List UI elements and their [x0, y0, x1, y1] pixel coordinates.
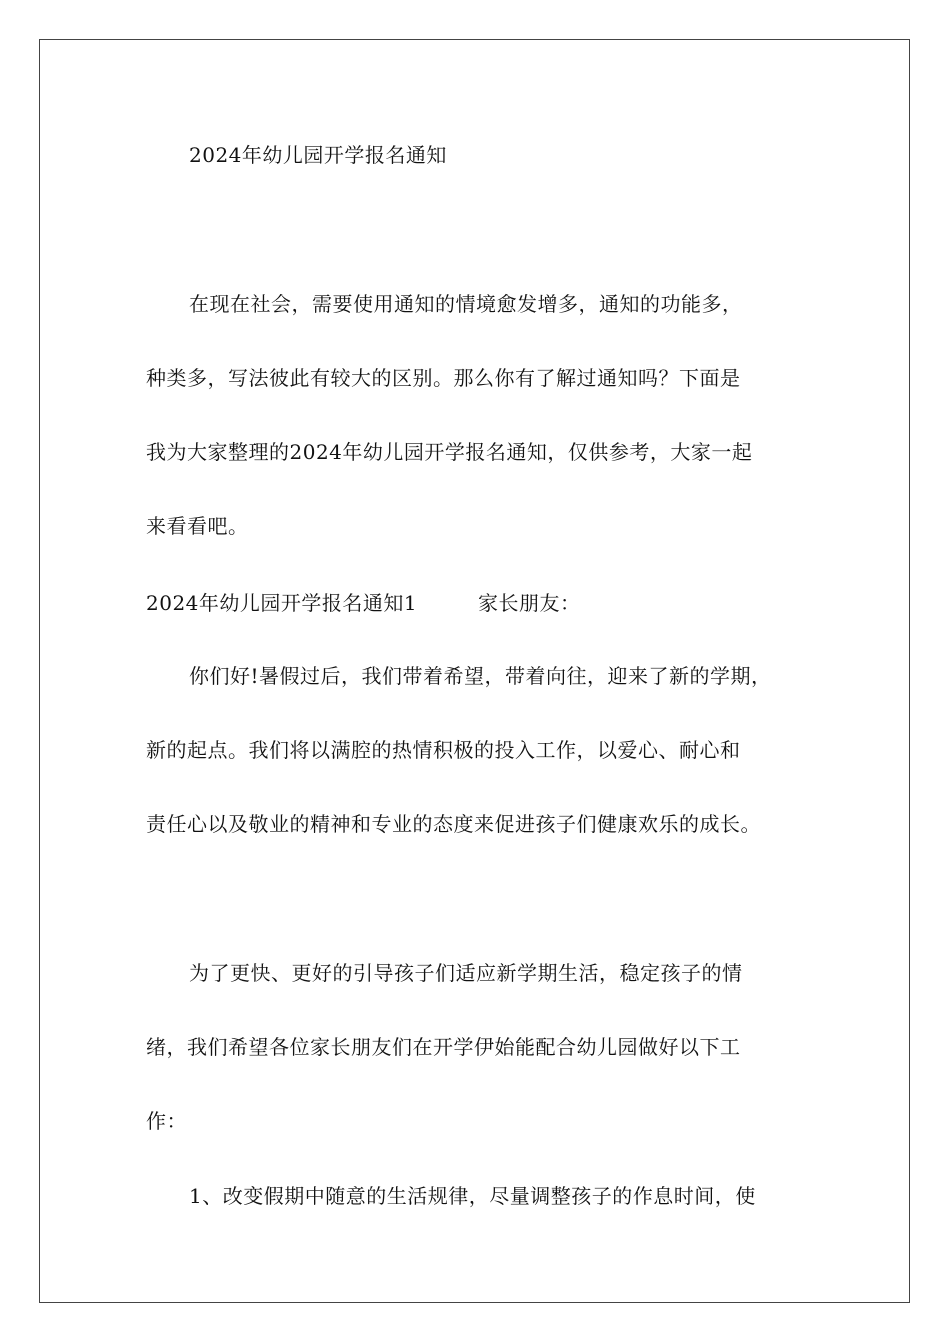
paragraph2-line-2: 绪，我们希望各位家长朋友们在开学伊始能配合幼儿园做好以下工 — [146, 1035, 741, 1059]
paragraph1-line-3: 责任心以及敬业的精神和专业的态度来促进孩子们健康欢乐的成长。 — [146, 812, 761, 836]
list-item-1: 1、改变假期中随意的生活规律，尽量调整孩子的作息时间，使 — [189, 1184, 756, 1208]
intro-line-1: 在现在社会，需要使用通知的情境愈发增多，通知的功能多， — [189, 292, 743, 316]
paragraph1-line-1: 你们好!暑假过后，我们带着希望，带着向往，迎来了新的学期， — [189, 664, 772, 688]
section-heading: 2024年幼儿园开学报名通知1 — [146, 591, 418, 615]
paragraph1-line-2: 新的起点。我们将以满腔的热情积极的投入工作，以爱心、耐心和 — [146, 738, 741, 762]
salutation: 家长朋友： — [478, 591, 581, 615]
page-frame — [39, 39, 910, 1303]
paragraph2-line-1: 为了更快、更好的引导孩子们适应新学期生活，稳定孩子的情 — [189, 961, 743, 985]
paragraph2-line-3: 作： — [146, 1109, 187, 1133]
document-title: 2024年幼儿园开学报名通知 — [189, 143, 447, 167]
intro-line-2: 种类多，写法彼此有较大的区别。那么你有了解过通知吗？下面是 — [146, 366, 741, 390]
intro-line-4: 来看看吧。 — [146, 514, 249, 538]
intro-line-3: 我为大家整理的2024年幼儿园开学报名通知，仅供参考，大家一起 — [146, 440, 753, 464]
